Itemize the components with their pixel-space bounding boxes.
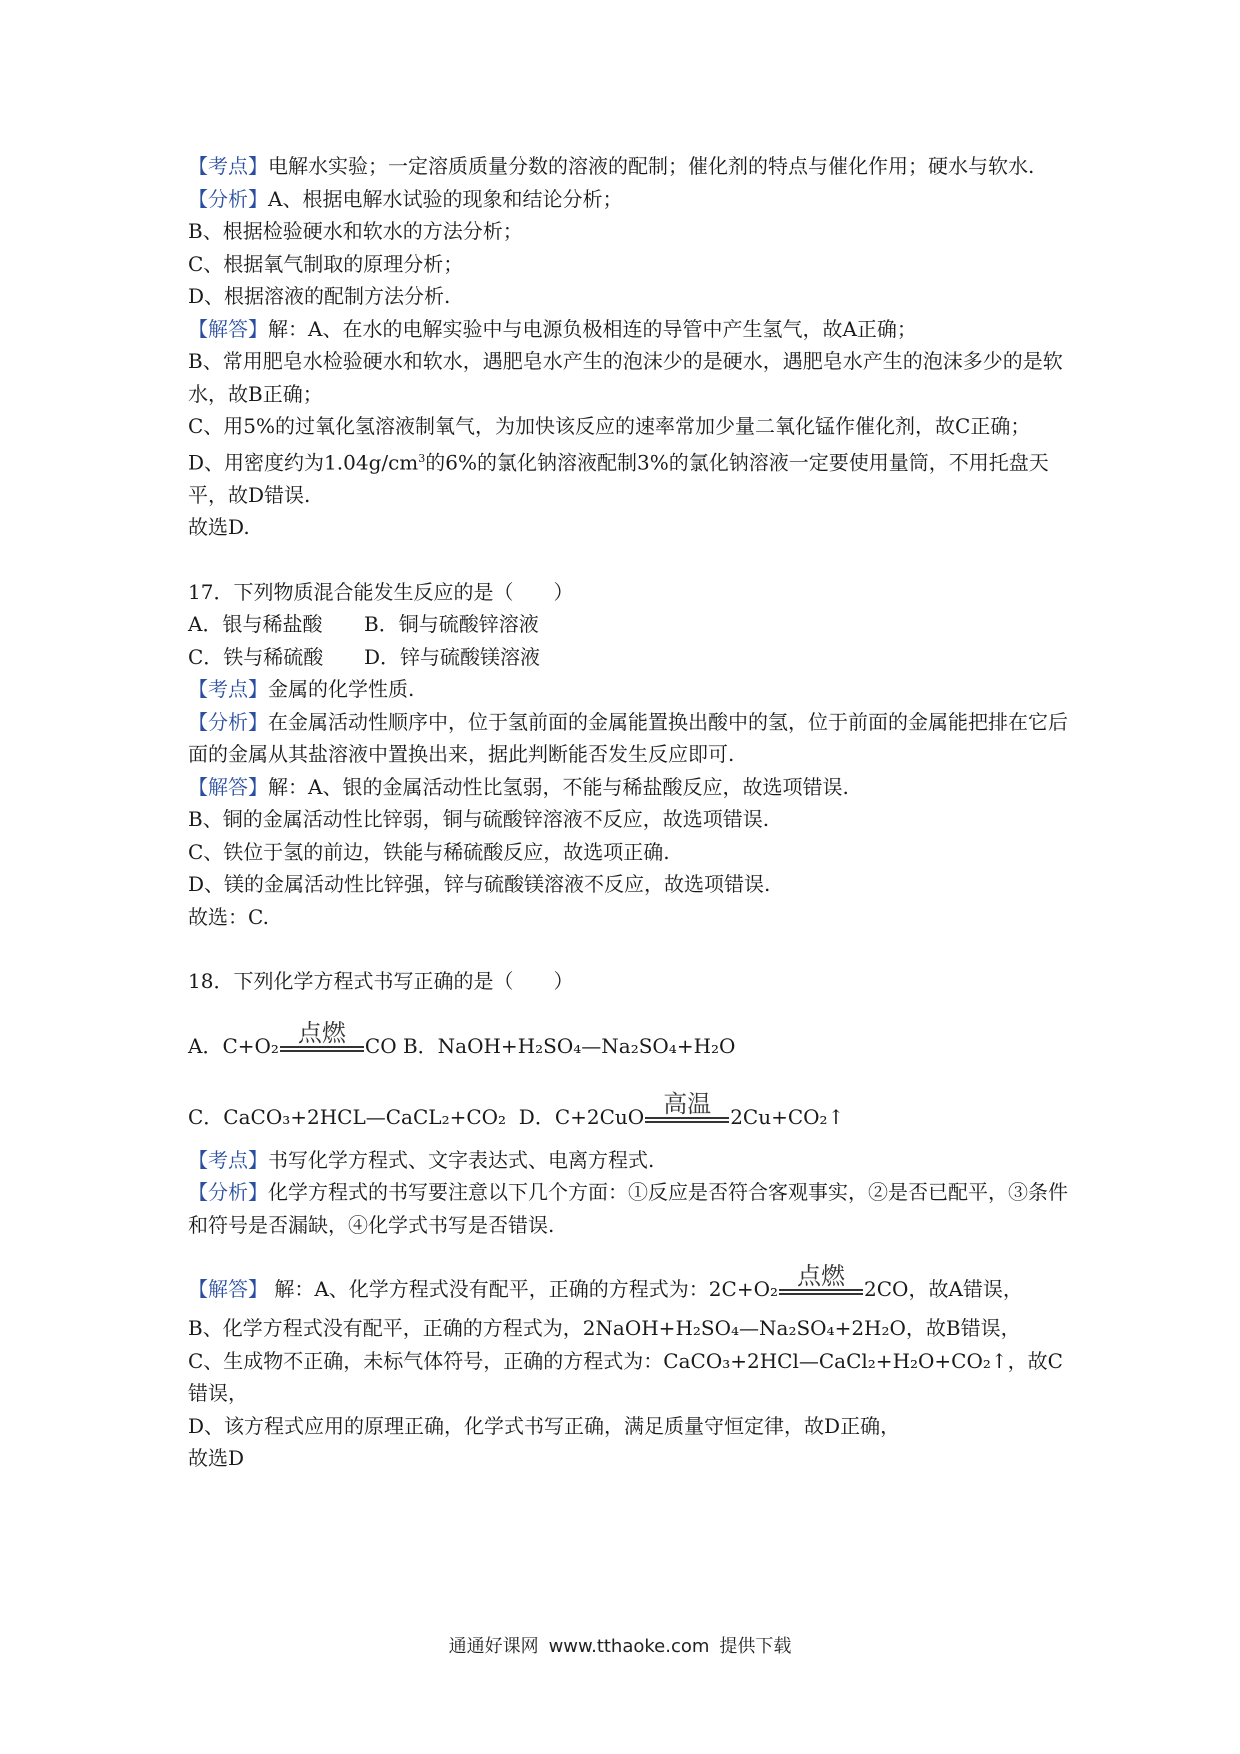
jieda-line: B、常用肥皂水检验硬水和软水，遇肥皂水产生的泡沫少的是硬水，遇肥皂水产生的泡沫多少的是软水，故B正确； [188, 349, 1063, 406]
fenxi-tag: 【分析】 [188, 1180, 268, 1205]
conclusion: 故选D [188, 1446, 245, 1471]
conclusion: 故选：C. [188, 904, 269, 929]
kaodian-tag: 【考点】 [188, 1147, 268, 1172]
jieda-line: C、用5%的过氧化氢溶液制氧气，为加快该反应的速率常加少量二氧化锰作催化剂，故C正确； [188, 414, 1031, 438]
fenxi-text: 化学方程式的书写要注意以下几个方面：①反应是否符合客观事实，②是否已配平，③条件和符号是否漏缺，④化学式书写是否错误. [188, 1180, 1068, 1237]
superscript: 3 [418, 451, 426, 465]
jieda-tag: 【解答】 [188, 774, 268, 799]
q16-kaodian [188, 150, 1068, 183]
fenxi-line: A、根据电解水试验的现象和结论分析； [268, 186, 623, 211]
kaodian-tag: 【考点】 [188, 154, 268, 178]
q17-options-ab [188, 608, 1068, 641]
q18-fenxi [188, 1176, 1068, 1241]
fenxi-line: D、根据溶液的配制方法分析. [188, 284, 451, 308]
q18-stem: 18．下列化学方程式书写正确的是（ ） [188, 969, 574, 994]
jieda-d-pre: D、用密度约为1.04g/cm [188, 450, 419, 475]
fenxi-line: B、根据检验硬水和软水的方法分析； [188, 219, 523, 243]
jieda-line: B、铜的金属活动性比锌弱，铜与硫酸锌溶液不反应，故选项错误. [188, 807, 770, 832]
q17-stem: 17．下列物质混合能发生反应的是（ ） [188, 579, 574, 604]
q17-options-cd [188, 641, 1068, 674]
condition-arrow [779, 1263, 863, 1304]
fenxi-tag: 【分析】 [188, 186, 268, 211]
jieda-line: C、铁位于氢的前边，铁能与稀硫酸反应，故选项正确. [188, 839, 670, 864]
q17-fenxi [188, 706, 1068, 771]
equation-left: D．C+2CuO [518, 1104, 645, 1129]
double-bar [645, 1117, 729, 1123]
fenxi-text: 在金属活动性顺序中，位于氢前面的金属能置换出酸中的氢，位于前面的金属能把排在它后面的金属从其盐溶液中置换出来，据此判断能否发生反应即可. [188, 709, 1068, 767]
jieda-tag: 【解答】 [188, 316, 268, 341]
equation-left: A．C+O₂ [188, 1033, 279, 1058]
q18-kaodian [188, 1144, 1068, 1177]
kaodian-tag: 【考点】 [188, 677, 268, 702]
jieda-tag: 【解答】 [188, 1277, 268, 1302]
jieda-line: D、该方程式应用的原理正确，化学式书写正确，满足质量守恒定律，故D正确， [188, 1413, 901, 1438]
equation-right: CO B．NaOH+H₂SO₄—Na₂SO₄+H₂O [364, 1033, 736, 1058]
footer-url[interactable]: www.tthaoke.com [548, 1636, 710, 1657]
jieda-text: 解：A、在水的电解实验中与电源负极相连的导管中产生氢气，故A正确； [268, 316, 917, 341]
jieda-line-d [188, 443, 1068, 512]
kaodian-text: 电解水实验；一定溶质质量分数的溶液的配制；催化剂的特点与催化作用；硬水与软水. [268, 154, 1035, 178]
condition-label: 点燃 [797, 1262, 846, 1291]
footer-site-name: 通通好课网 [448, 1636, 539, 1657]
equation [274, 1263, 1023, 1304]
kaodian-text: 金属的化学性质. [268, 677, 415, 702]
kaodian-text: 书写化学方程式、文字表达式、电离方程式. [268, 1147, 655, 1172]
option-d: D．锌与硫酸镁溶液 [364, 644, 541, 669]
jieda-text: 解：A、银的金属活动性比氢弱，不能与稀盐酸反应，故选项错误. [268, 774, 849, 799]
q18-options-ab [188, 998, 1068, 1061]
condition-label: 点燃 [297, 1018, 346, 1047]
option-c: C．CaCO₃+2HCL—CaCL₂+CO₂ [188, 1104, 507, 1129]
option-c: C．铁与稀硫酸 [188, 644, 324, 669]
jieda-line: D、镁的金属活动性比锌强，锌与硫酸镁溶液不反应，故选项错误. [188, 872, 771, 897]
conclusion: 故选D. [188, 515, 250, 540]
option-a: A．银与稀盐酸 [188, 612, 323, 637]
q16-jieda [188, 313, 1068, 346]
jieda-line: B、化学方程式没有配平，正确的方程式为，2NaOH+H₂SO₄—Na₂SO₄+2H₂O，故B错误， [188, 1316, 1021, 1341]
equation [188, 1020, 735, 1061]
double-bar [779, 1289, 863, 1295]
double-bar [280, 1046, 364, 1052]
q18-jieda [188, 1241, 1068, 1304]
equation-right: 2Cu+CO₂↑ [730, 1104, 845, 1129]
fenxi-tag: 【分析】 [188, 709, 268, 734]
document-page [188, 150, 1068, 1475]
equation-left: 解：A、化学方程式没有配平，正确的方程式为：2C+O₂ [274, 1277, 779, 1302]
condition-arrow [645, 1091, 729, 1132]
footer-suffix: 提供下载 [719, 1636, 792, 1657]
jieda-d-post: 的6%的氯化钠溶液配制3%的氯化钠溶液一定要使用量筒，不用托盘天平，故D错误. [188, 450, 1049, 507]
equation-right: 2CO，故A错误， [864, 1277, 1023, 1302]
jieda-line: C、生成物不正确，未标气体符号，正确的方程式为：CaCO₃+2HCl—CaCl₂+H₂O+CO₂↑，故C错误， [188, 1348, 1063, 1406]
condition-arrow [280, 1020, 364, 1061]
option-b: B．铜与硫酸锌溶液 [364, 612, 539, 637]
q17-jieda [188, 771, 1068, 804]
equation [519, 1091, 845, 1132]
condition-label: 高温 [663, 1089, 712, 1118]
fenxi-line: C、根据氧气制取的原理分析； [188, 251, 464, 276]
q16-fenxi [188, 183, 1068, 216]
q17-kaodian [188, 673, 1068, 706]
q18-options-cd [188, 1061, 1068, 1132]
page-footer [0, 1632, 1240, 1658]
